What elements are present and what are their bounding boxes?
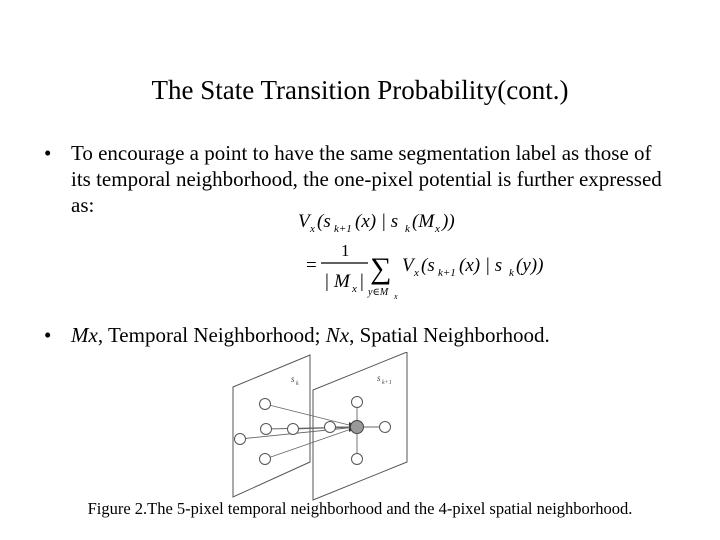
eq-lhs-v: V [298, 211, 310, 232]
frame-sk1-label: s [377, 373, 381, 383]
bullet-marker: • [44, 141, 52, 165]
eq-rhs-v: V [402, 255, 414, 276]
eq-equals: = [306, 255, 317, 276]
eq-rhs-k1: k+1 [438, 267, 456, 279]
eq-rhs-mid: (x) | s [459, 255, 503, 276]
eq-denominator: | M [324, 271, 350, 292]
eq-sum-sign: ∑ [370, 252, 392, 285]
eq-lhs-close: )) [442, 211, 455, 232]
frame-sk-sub: k [296, 381, 299, 387]
temporal-pixel [260, 454, 271, 465]
eq-rhs-sub: x [414, 267, 419, 279]
bullet-item-neighborhoods [44, 322, 674, 348]
spatial-pixel [380, 422, 391, 433]
nx-label: , Spatial Neighborhood. [349, 323, 550, 347]
temporal-pixel [261, 424, 272, 435]
eq-rhs-end: (y)) [516, 255, 544, 276]
mx-label: , Temporal Neighborhood; [97, 323, 326, 347]
temporal-pixel [260, 399, 271, 410]
eq-lhs-end: (M [412, 211, 435, 232]
spatial-pixel [325, 422, 336, 433]
eq-lhs-sub: x [310, 223, 315, 235]
eq-lhs-x: x [435, 223, 440, 235]
eq-numerator: 1 [341, 241, 350, 260]
eq-lhs-mid: (x) | s [355, 211, 399, 232]
frame-sk1-sub: k+1 [382, 380, 392, 386]
frame-sk-label: s [291, 374, 295, 384]
figure-caption: Figure 2.The 5-pixel temporal neighborhood and the 4-pixel spatial neighborhood. [87, 499, 633, 518]
spatial-pixel [352, 397, 363, 408]
bullet-marker: • [44, 323, 52, 347]
neighborhood-diagram [225, 352, 425, 502]
eq-lhs-k1: k+1 [334, 223, 352, 235]
spatial-pixel [352, 454, 363, 465]
slide-title: The State Transition Probability(cont.) [151, 75, 569, 105]
potential-equation [296, 205, 556, 305]
nx-term: Nx [325, 323, 350, 347]
eq-sum-sub: y∈M [368, 287, 389, 298]
temporal-pixel [235, 434, 246, 445]
eq-sum-sub-x: x [394, 292, 398, 301]
eq-rhs-k: k [509, 267, 514, 279]
frame-sk [233, 355, 310, 497]
eq-den-sub: x [352, 283, 357, 295]
mx-term: Mx [71, 323, 98, 347]
center-pixel [351, 421, 364, 434]
eq-rhs-args: (s [421, 255, 435, 276]
bullet-text-neighborhoods [71, 322, 674, 348]
temporal-pixel [288, 424, 299, 435]
bullet-text: To encourage a point to have the same segmentation label as those of its temporal neighborhood, the one-pixel potential is further expressed as: [71, 141, 662, 217]
eq-lhs-args: (s [317, 211, 331, 232]
eq-lhs-k: k [405, 223, 410, 235]
eq-den-close: | [360, 271, 364, 292]
